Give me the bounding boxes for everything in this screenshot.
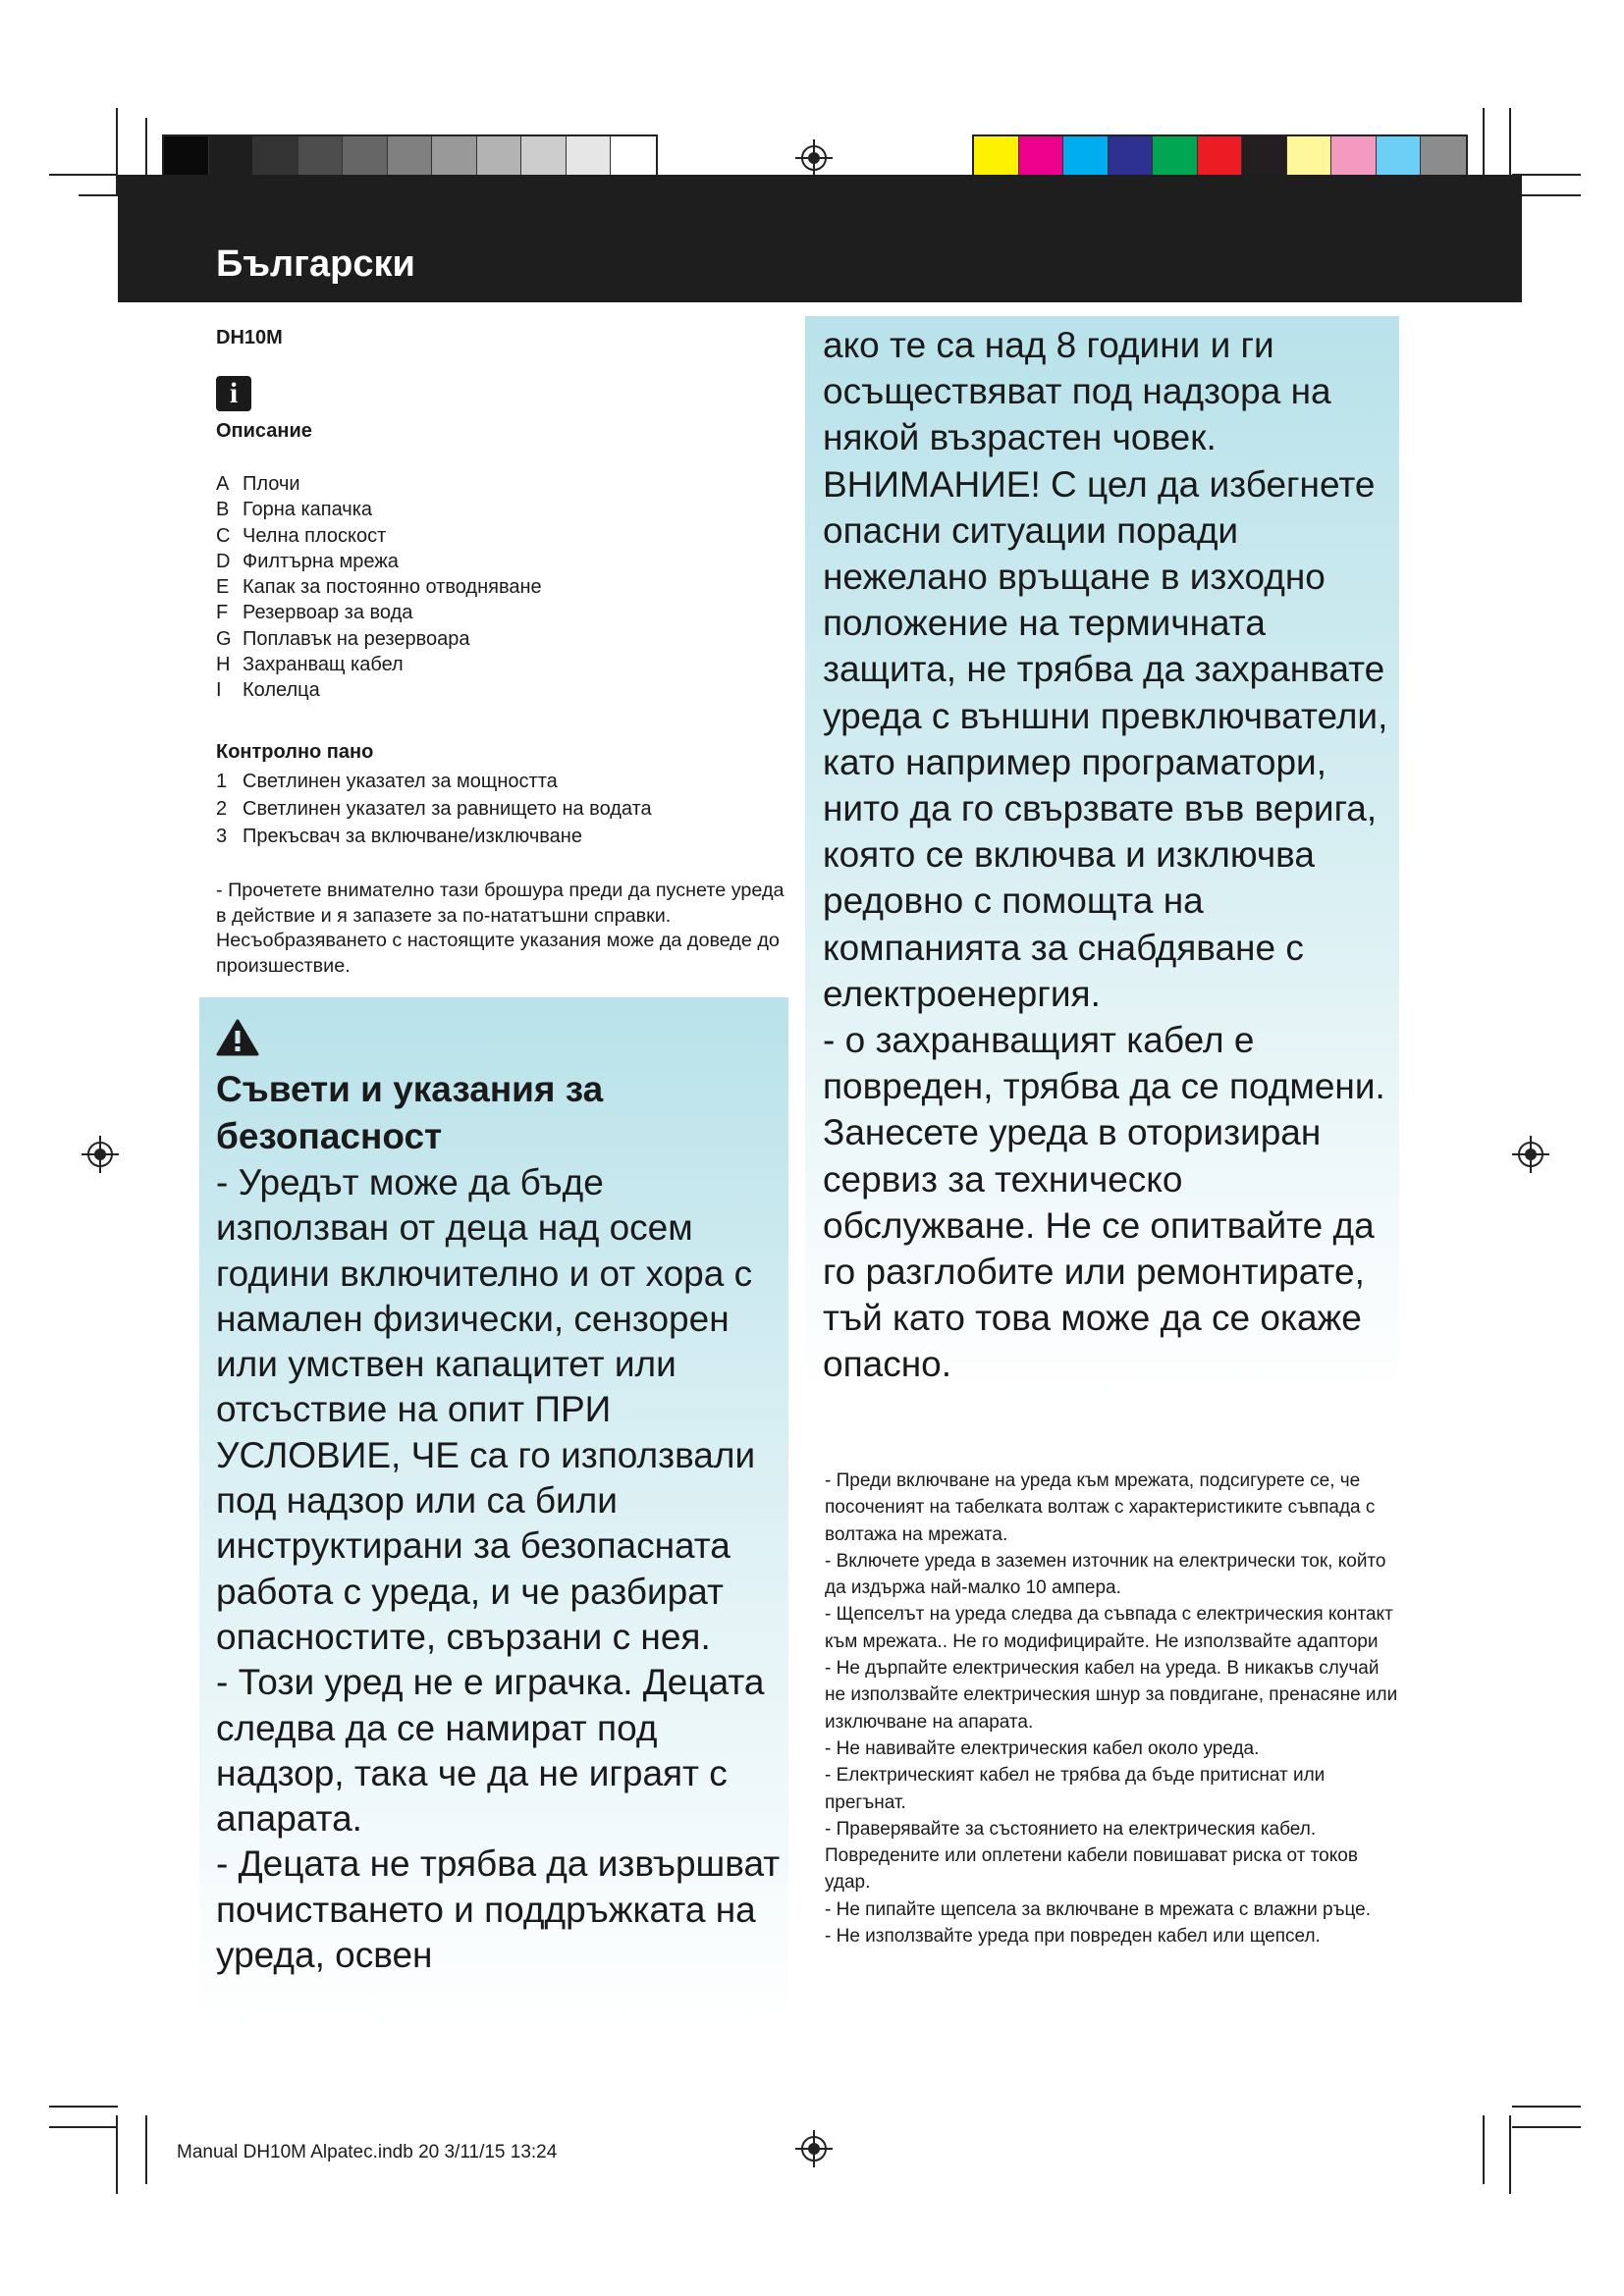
color-swatch — [1198, 136, 1243, 180]
color-swatch — [1019, 136, 1064, 180]
crop-mark — [49, 174, 118, 176]
item-letter: G — [216, 627, 232, 650]
item-text: Поплавък на резервоара — [243, 627, 470, 650]
item-letter: B — [216, 499, 230, 521]
control-panel-heading: Контролно пано — [216, 741, 374, 763]
color-swatch — [298, 136, 344, 180]
control-panel-list — [216, 768, 805, 850]
crop-mark — [145, 2115, 147, 2184]
crop-mark — [1483, 2115, 1485, 2184]
list-item — [216, 823, 805, 850]
list-item — [216, 471, 766, 497]
color-swatch — [1377, 136, 1422, 180]
note-item: - Праверявайте за състоянието на електрическия кабел. Повредените или оплетени кабели повишават риска от токов удар. — [825, 1818, 1358, 1894]
item-number: 1 — [216, 771, 228, 792]
electrical-notes-list — [825, 1468, 1404, 1949]
item-text: Капак за постоянно отводняване — [243, 576, 542, 599]
list-item — [216, 549, 766, 574]
safety-text-left: - Уредът може да бъде използван от деца над осем години включително и от хора с намален физически, сензорен или умствен капацитет или отсъствие на опит ПРИ УСЛОВИЕ, ЧЕ са го използвали под надзор или са били инструктирани за безопасната работа с уреда, и че разбират опасностите, свързани с нея. - Този уред не е играчка. Децата следва да се намират под надзор, така че да не играят с апарата. - Децата не трябва да извършват почистването и поддръжката на уреда, освен — [216, 1162, 781, 1976]
list-item — [216, 626, 766, 652]
color-swatch — [209, 136, 254, 180]
item-text: Светлинен указател за мощността — [243, 771, 558, 792]
crop-mark — [49, 2106, 118, 2108]
color-swatch — [1331, 136, 1377, 180]
description-heading: Описание — [216, 420, 312, 442]
crop-mark — [1509, 2115, 1511, 2194]
color-swatch — [388, 136, 433, 180]
list-item — [216, 795, 805, 823]
color-swatch — [521, 136, 567, 180]
model-number: DH10M — [216, 327, 283, 348]
item-letter: H — [216, 654, 231, 676]
item-letter: C — [216, 524, 231, 547]
item-number: 3 — [216, 826, 228, 847]
intro-paragraph: - Прочетете внимателно тази брошура преди да пуснете уреда в действие и я запазете за по-нататъшни справки. Несъобразяването с настоящите указания може да доведе до произшествие. — [216, 880, 785, 977]
parts-list — [216, 471, 766, 704]
registration-mark-icon — [795, 139, 833, 177]
color-swatch — [432, 136, 477, 180]
color-swatch — [1063, 136, 1109, 180]
print-footer: Manual DH10M Alpatec.indb 20 3/11/15 13:24 — [177, 2142, 558, 2163]
color-swatch — [253, 136, 298, 180]
note-item: - Включете уреда в заземен източник на електрически ток, който да издържа най-малко 10 ампера. — [825, 1550, 1386, 1599]
color-swatch — [611, 136, 656, 180]
safety-title: Съвети и указания за безопасност — [216, 1069, 604, 1156]
item-text: Челна плоскост — [243, 524, 387, 547]
color-swatch — [974, 136, 1019, 180]
item-letter: I — [216, 679, 222, 702]
item-text: Плочи — [243, 473, 300, 495]
info-icon: i — [216, 376, 251, 411]
crop-mark — [1512, 2106, 1581, 2108]
list-item — [216, 497, 766, 522]
color-swatch — [343, 136, 388, 180]
registration-mark-icon — [81, 1136, 119, 1173]
list-item — [216, 677, 766, 703]
crop-mark — [1512, 2126, 1581, 2128]
color-swatch — [1109, 136, 1154, 180]
color-swatch — [477, 136, 522, 180]
note-item: - Електрическият кабел не трябва да бъде притиснат или прегънат. — [825, 1765, 1326, 1813]
list-item — [216, 652, 766, 677]
registration-mark-icon — [795, 2130, 833, 2167]
language-title: Български — [216, 243, 415, 285]
item-text: Резервоар за вода — [243, 602, 413, 624]
warning-icon — [216, 1019, 259, 1056]
item-text: Филтърна мрежа — [243, 550, 399, 572]
item-letter: A — [216, 473, 230, 495]
list-item — [216, 768, 805, 795]
note-item: - Не дърпайте електрическия кабел на уреда. В никакъв случай не използвайте електрическия шнур за повдигане, пренасяне или изключване на апарата. — [825, 1658, 1398, 1733]
item-letter: E — [216, 576, 230, 599]
color-swatch — [567, 136, 612, 180]
item-text: Захранващ кабел — [243, 654, 404, 676]
item-text: Горна капачка — [243, 499, 373, 521]
crop-mark — [1512, 194, 1581, 196]
note-item: - Щепселът на уреда следва да съвпада с електрическия контакт към мрежата.. Не го модифицирайте. Не използвайте адаптори — [825, 1604, 1393, 1652]
color-swatch — [1421, 136, 1466, 180]
item-text: Прекъсвач за включване/изключване — [243, 826, 582, 847]
color-swatch — [1287, 136, 1332, 180]
crop-mark — [116, 2115, 118, 2194]
safety-text-right: ако те са над 8 години и ги осъществяват под надзора на някой възрастен човек. ВНИМАНИЕ! С цел да избегнете опасни ситуации поради нежелано връщане в изходно положение на термичната защита, не трябва да захранвате уреда с външни превключватели, като например програматори, нито да го свързвате във верига, която се включва и изключва редовно с помощта на компанията за снабдяване с електроенергия. - о захранващият кабел е повреден, трябва да се подмени. Занесете уреда в оторизиран сервиз за техническо обслужване. Не се опитвайте да го разглобите или ремонтирате, тъй като това може да се окаже опасно. — [823, 325, 1388, 1385]
note-item: - Не навивайте електрическия кабел около уреда. — [825, 1737, 1260, 1759]
note-item: - Не пипайте щепсела за включване в мрежата с влажни ръце. — [825, 1898, 1371, 1920]
list-item — [216, 574, 766, 600]
crop-mark — [1512, 174, 1581, 176]
color-swatch — [164, 136, 209, 180]
crop-mark — [49, 2126, 118, 2128]
item-text: Светлинен указател за равнището на водата — [243, 798, 652, 820]
note-item: - Не използвайте уреда при повреден кабел или щепсел. — [825, 1926, 1321, 1948]
registration-mark-icon — [1512, 1136, 1549, 1173]
color-swatch — [1153, 136, 1198, 180]
note-item: - Преди включване на уреда към мрежата, подсигурете се, че посоченият на табелката волтаж с характеристиките съвпада с волтажа на мрежата. — [825, 1470, 1376, 1545]
list-item — [216, 523, 766, 549]
list-item — [216, 600, 766, 625]
item-letter: F — [216, 602, 229, 624]
item-letter: D — [216, 550, 231, 572]
item-text: Колелца — [243, 679, 320, 702]
item-number: 2 — [216, 798, 228, 820]
color-swatch — [1242, 136, 1287, 180]
